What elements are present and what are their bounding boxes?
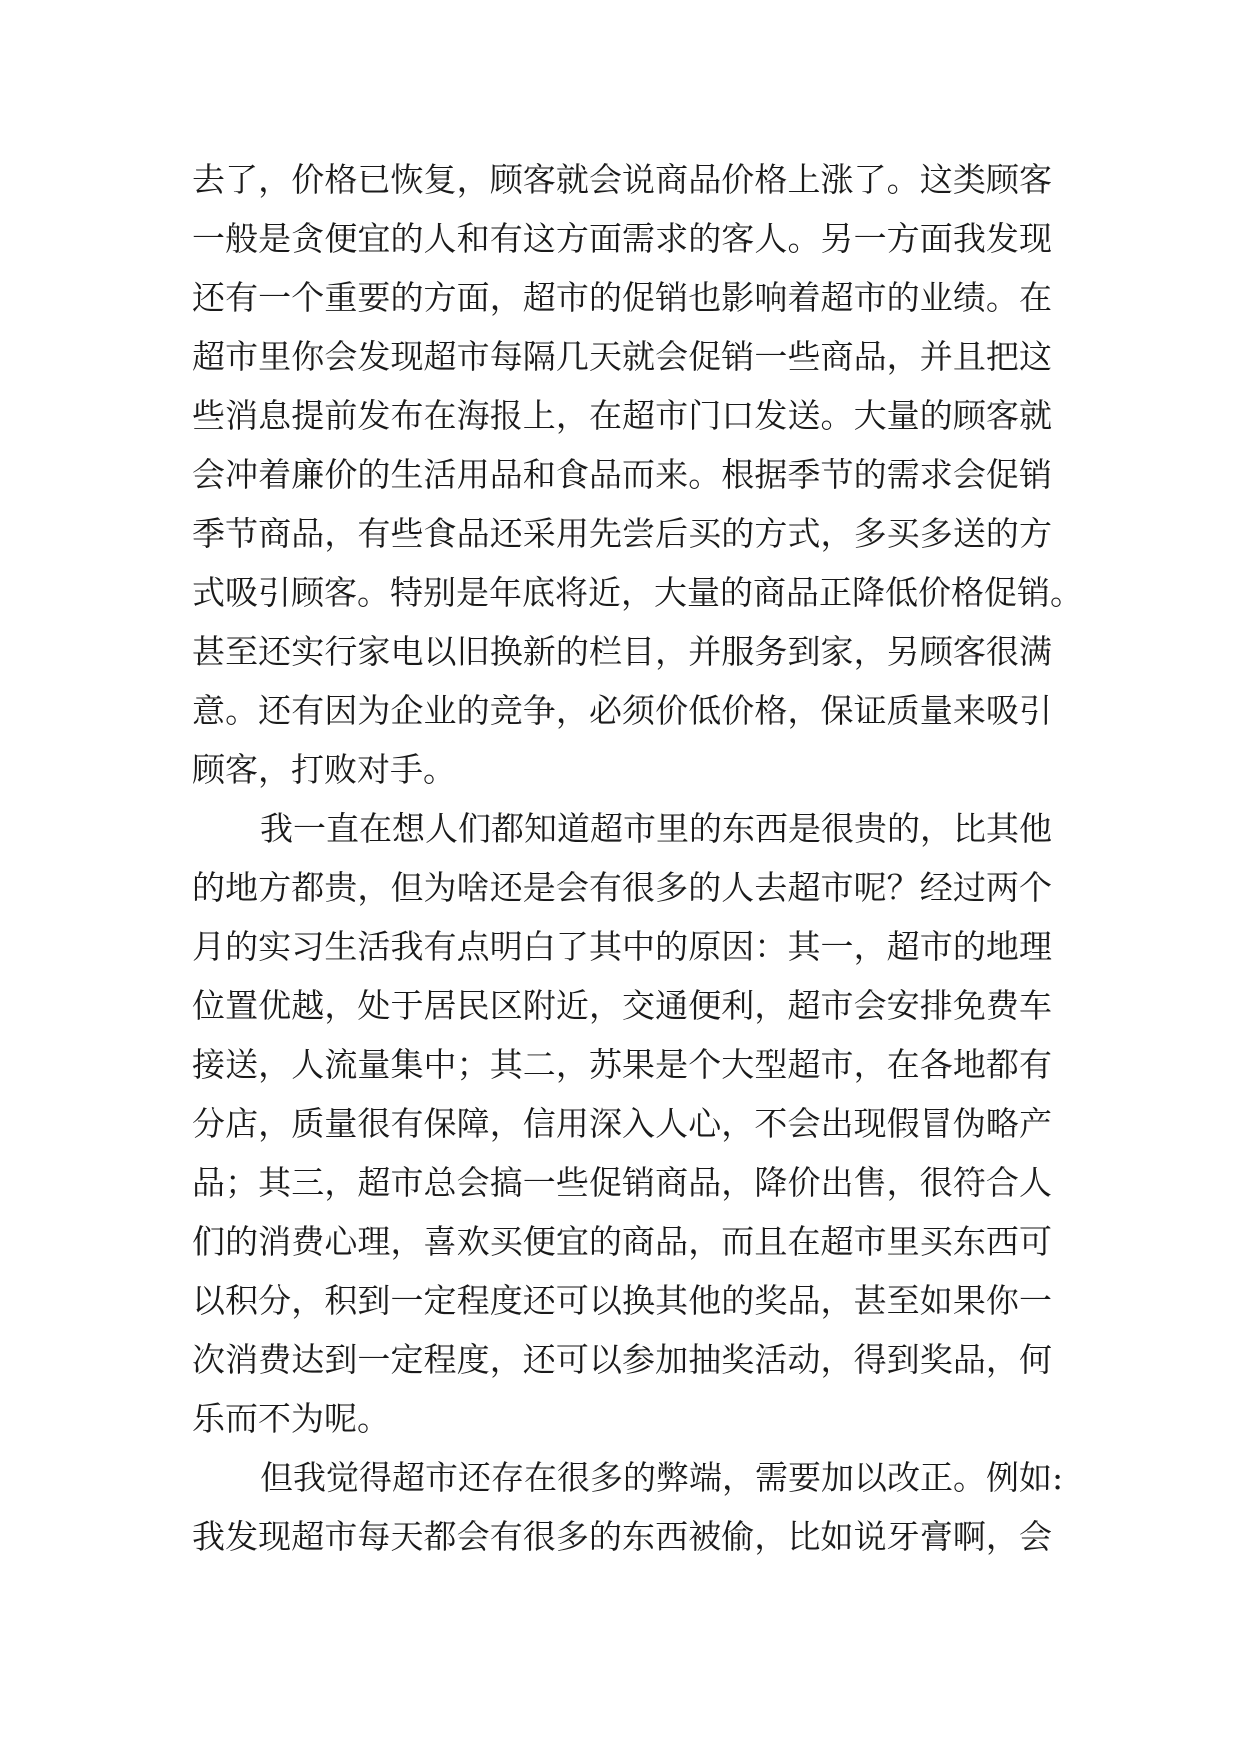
paragraph-2 bbox=[192, 799, 1052, 1448]
text-line: 我发现超市每天都会有很多的东西被偷，比如说牙膏啊，会 bbox=[192, 1517, 1052, 1556]
text-line: 会冲着廉价的生活用品和食品而来。根据季节的需求会促销 bbox=[192, 455, 1052, 494]
paragraph-3 bbox=[192, 1448, 1064, 1566]
text-line: 甚至还实行家电以旧换新的栏目，并服务到家，另顾客很满 bbox=[192, 632, 1052, 671]
text-line: 还有一个重要的方面，超市的促销也影响着超市的业绩。在 bbox=[192, 278, 1052, 317]
text-line: 们的消费心理，喜欢买便宜的商品，而且在超市里买东西可 bbox=[192, 1222, 1052, 1261]
text-line: 去了，价格已恢复，顾客就会说商品价格上涨了。这类顾客 bbox=[192, 160, 1052, 199]
text-line: 乐而不为呢。 bbox=[192, 1399, 390, 1438]
text-line: 分店，质量很有保障，信用深入人心，不会出现假冒伪略产 bbox=[192, 1104, 1052, 1143]
text-line: 式吸引顾客。特别是年底将近，大量的商品正降低价格促销。 bbox=[192, 573, 1083, 612]
text-line: 品；其三，超市总会搞一些促销商品，降价出售，很符合人 bbox=[192, 1163, 1052, 1202]
text-line: 一般是贪便宜的人和有这方面需求的客人。另一方面我发现 bbox=[192, 219, 1052, 258]
document-page bbox=[192, 150, 1083, 1566]
text-line: 次消费达到一定程度，还可以参加抽奖活动，得到奖品，何 bbox=[192, 1340, 1052, 1379]
text-line: 意。还有因为企业的竞争，必须价低价格，保证质量来吸引 bbox=[192, 691, 1052, 730]
text-line: 但我觉得超市还存在很多的弊端，需要加以改正。例如: bbox=[260, 1458, 1064, 1497]
text-line: 顾客，打败对手。 bbox=[192, 750, 456, 789]
text-line: 月的实习生活我有点明白了其中的原因：其一，超市的地理 bbox=[192, 927, 1052, 966]
paragraph-1 bbox=[192, 150, 1083, 799]
text-line: 些消息提前发布在海报上，在超市门口发送。大量的顾客就 bbox=[192, 396, 1052, 435]
text-line: 的地方都贵，但为啥还是会有很多的人去超市呢？经过两个 bbox=[192, 868, 1052, 907]
text-line: 季节商品，有些食品还采用先尝后买的方式，多买多送的方 bbox=[192, 514, 1052, 553]
text-line: 以积分，积到一定程度还可以换其他的奖品，甚至如果你一 bbox=[192, 1281, 1052, 1320]
text-line: 我一直在想人们都知道超市里的东西是很贵的，比其他 bbox=[260, 809, 1052, 848]
text-line: 接送，人流量集中；其二，苏果是个大型超市，在各地都有 bbox=[192, 1045, 1052, 1084]
text-line: 超市里你会发现超市每隔几天就会促销一些商品，并且把这 bbox=[192, 337, 1052, 376]
text-line: 位置优越，处于居民区附近，交通便利，超市会安排免费车 bbox=[192, 986, 1052, 1025]
